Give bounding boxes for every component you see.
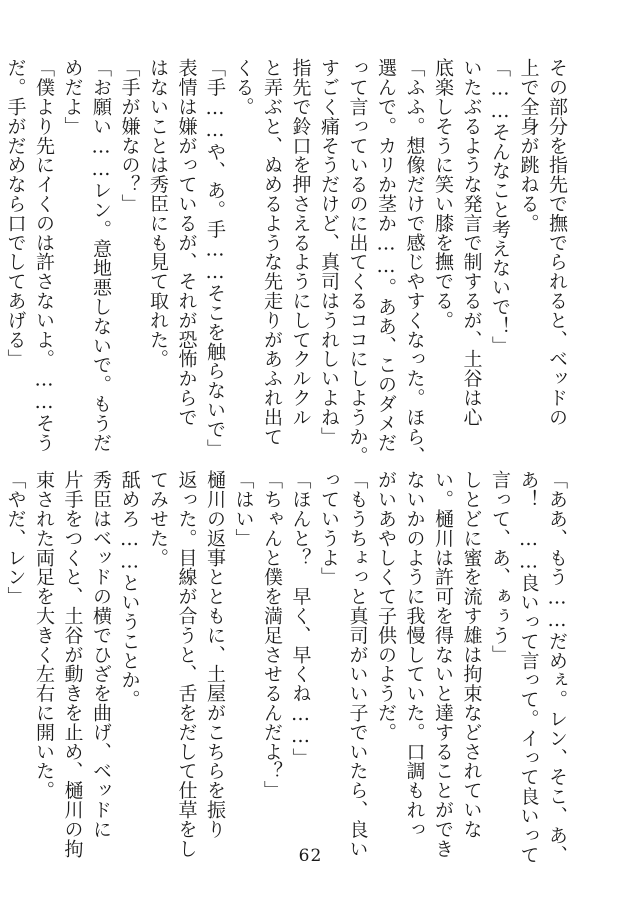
text-line: あ！ ……良いって言って。イって良いって <box>517 470 540 864</box>
text-line: 秀臣はベッドの横でひざを曲げ、ベッドに <box>90 470 112 839</box>
text-line: がいあやしくて子供のようだ。 <box>375 470 397 742</box>
text-line: 「手……や、あ。手……そこを触らないで」 <box>204 58 226 458</box>
text-line: くる。 <box>232 58 255 117</box>
text-line: 束された両足を大きく左右に開いた。 <box>33 470 55 800</box>
text-line: 「……そんなこと考えないで！」 <box>489 58 511 355</box>
text-line: って言っているのに出てくるココにしようか。 <box>346 58 369 466</box>
text-line: と弄ぶと、ぬめるような先走りがあふれ出て <box>261 58 283 446</box>
text-line: 「ちゃんと僕を満足させるんだよ？」 <box>261 470 283 800</box>
text-line: だ。手がだめなら口でしてあげる」 <box>4 58 27 369</box>
page-number: 62 <box>298 846 323 866</box>
text-line: 表情は嫌がっているが、それが恐怖からで <box>175 58 198 427</box>
text-line: 言って、あ、ぁぅう」 <box>489 470 511 664</box>
text-line <box>0 58 1 436</box>
text-line: 「もうちょっと真司がいい子でいたら、良い <box>346 470 369 858</box>
text-line: はないことは秀臣にも見て取れた。 <box>147 58 169 369</box>
text-line <box>0 470 1 848</box>
text-line: 「ほんと？ 早く、早くね……」 <box>289 470 312 767</box>
text-line: いたぶるような発言で制するが、土谷は心 <box>460 58 483 427</box>
text-line: 「ああ、もう……だめぇ。レン、そこ、あ、 <box>546 470 568 864</box>
text-line: その部分を指先で撫でられると、ベッドの <box>546 58 568 427</box>
text-line: 底楽しそうに笑い膝を撫でる。 <box>432 58 454 330</box>
text-line: 返った。目線が合うと、舌をだして仕草をし <box>175 470 198 858</box>
text-line: い。樋川は許可を得ないと達することができ <box>432 470 454 858</box>
text-line: 片手をつくと、土谷が動きを止め、樋川の拘 <box>61 470 84 858</box>
text-line: 上で全身が跳ねる。 <box>517 58 540 233</box>
text-line: 指先で鈴口を押さえるようにしてクルクル <box>289 58 312 427</box>
text-line: 舐めろ……ということか。 <box>118 470 141 709</box>
text-line: 「手が嫌なの？」 <box>118 58 141 214</box>
text-line: めだよ」 <box>61 58 84 136</box>
text-line: ないかのように我慢していた。口調もれっ <box>403 470 426 839</box>
text-line: てみせた。 <box>147 470 169 567</box>
text-line: 「お願い……レン。意地悪しないで。もうだ <box>90 58 112 452</box>
text-line: 「はい」 <box>232 470 255 548</box>
text-block-top <box>0 58 571 466</box>
text-line: 「僕より先にイくのは許さないよ。……そう <box>33 58 55 452</box>
text-line: っていうよ」 <box>318 470 340 587</box>
text-line: しとどに蜜を流す雄は拘束などされていな <box>460 470 483 839</box>
text-line: 「やだ、レン」 <box>4 470 27 606</box>
text-line: 樋川の返事とともに、土屋がこちらを振り <box>204 470 226 839</box>
text-line: 選んで。カリか茎か……。ああ、このダメだ <box>375 58 397 452</box>
text-line: 「ふふ。想像だけで感じやすくなった。ほら、 <box>403 58 426 466</box>
text-line: すごく痛そうだけど、真司はうれしいよね」 <box>318 58 340 446</box>
